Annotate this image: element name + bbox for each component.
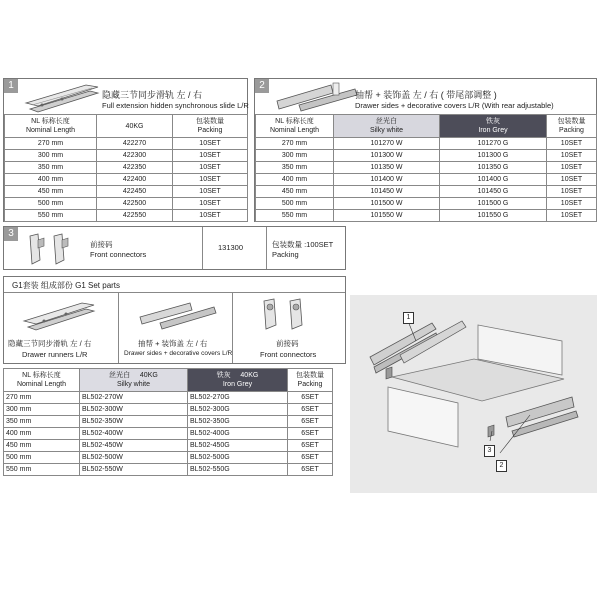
front-connector-icon <box>258 295 314 333</box>
table-row <box>4 404 333 416</box>
g1-title: G1套装 组成部份 G1 Set parts <box>12 281 121 290</box>
cell-white: 101270 W <box>334 138 440 150</box>
table-row <box>4 416 333 428</box>
cell-length: 400 mm <box>256 174 334 186</box>
table-row <box>4 452 333 464</box>
cell-packing: 6SET <box>288 392 333 404</box>
cell-grey: BL502-350G <box>188 416 288 428</box>
cell-code: 422270 <box>97 138 173 150</box>
table-row <box>4 392 333 404</box>
col-header-silky-white: 丝光白 40KG Silky white <box>80 369 188 392</box>
cell-white: BL502-400W <box>80 428 188 440</box>
cell-white: BL502-550W <box>80 464 188 476</box>
cell-white: BL502-500W <box>80 452 188 464</box>
cell-packing: 10SET <box>173 150 248 162</box>
section-1-title-en: Full extension hidden synchronous slide L/R <box>102 101 249 110</box>
cell-grey: 101400 G <box>440 174 547 186</box>
cell-grey: 101550 G <box>440 210 547 222</box>
cell-grey: BL502-400G <box>188 428 288 440</box>
cell-packing: 6SET <box>288 404 333 416</box>
cell-code: 422300 <box>97 150 173 162</box>
table-row <box>5 186 248 198</box>
col-header-length: NL 标称长度 Nominal Length <box>5 115 97 138</box>
cell-packing: 6SET <box>288 452 333 464</box>
cell-white: 101550 W <box>334 210 440 222</box>
cell-white: BL502-350W <box>80 416 188 428</box>
section-3-front-connectors <box>3 226 346 270</box>
cell-length: 350 mm <box>5 162 97 174</box>
col-header-packing: 包装数量 Packing <box>288 369 333 392</box>
cell-length: 500 mm <box>4 452 80 464</box>
cell-length: 450 mm <box>5 186 97 198</box>
cell-packing: 10SET <box>547 186 597 198</box>
cell-length: 400 mm <box>4 428 80 440</box>
callout-1: 1 <box>403 312 414 324</box>
cell-white: BL502-450W <box>80 440 188 452</box>
table-row <box>5 210 248 222</box>
table-row <box>256 198 597 210</box>
table-row <box>5 138 248 150</box>
col-header-packing: 包装数量 Packing <box>547 115 597 138</box>
drawer-side-icon <box>273 81 363 113</box>
cell-white: 101300 W <box>334 150 440 162</box>
section-2-title-en: Drawer sides + decorative covers L/R (With rear adjustable) <box>355 101 554 110</box>
cell-packing: 10SET <box>173 162 248 174</box>
cell-packing: 6SET <box>288 440 333 452</box>
cell-packing: 10SET <box>173 138 248 150</box>
cell-length: 450 mm <box>256 186 334 198</box>
cell-grey: BL502-300G <box>188 404 288 416</box>
table-row <box>256 210 597 222</box>
section-3-packing-cn: 包装数量 :100SET <box>272 240 334 249</box>
table-row <box>256 138 597 150</box>
cell-white: 101450 W <box>334 186 440 198</box>
cell-code: 422400 <box>97 174 173 186</box>
cell-grey: 101300 G <box>440 150 547 162</box>
cell-packing: 10SET <box>547 198 597 210</box>
table-row <box>256 150 597 162</box>
cell-grey: BL502-270G <box>188 392 288 404</box>
cell-packing: 6SET <box>288 416 333 428</box>
cell-packing: 10SET <box>547 174 597 186</box>
section-number: 3 <box>4 227 18 241</box>
table-row <box>256 162 597 174</box>
cell-length: 270 mm <box>5 138 97 150</box>
section-3-divider-1 <box>202 227 203 269</box>
cell-packing: 10SET <box>173 198 248 210</box>
section-number: 2 <box>255 79 269 93</box>
cell-length: 500 mm <box>256 198 334 210</box>
cell-packing: 10SET <box>173 174 248 186</box>
cell-packing: 10SET <box>173 186 248 198</box>
table-row <box>5 150 248 162</box>
col-header-silky-white: 丝光白 Silky white <box>334 115 440 138</box>
cell-grey: 101350 G <box>440 162 547 174</box>
cell-grey: BL502-550G <box>188 464 288 476</box>
table-row <box>4 464 333 476</box>
drawer-side-cover-icon <box>136 297 220 331</box>
section-3-name-en: Front connectors <box>90 250 147 259</box>
cell-length: 350 mm <box>4 416 80 428</box>
section-1-slides <box>3 78 248 222</box>
section-2-title-cn: 抽帮 + 装饰盖 左 / 右 ( 带尾部调整 ) <box>355 90 497 100</box>
table-row <box>256 174 597 186</box>
cell-length: 500 mm <box>5 198 97 210</box>
g1-divider-1 <box>118 292 119 363</box>
cell-packing: 10SET <box>547 138 597 150</box>
cell-length: 300 mm <box>5 150 97 162</box>
section-number: 1 <box>4 79 18 93</box>
cell-grey: 101270 G <box>440 138 547 150</box>
drawer-runner-icon <box>20 297 100 331</box>
cell-packing: 6SET <box>288 428 333 440</box>
cell-white: BL502-270W <box>80 392 188 404</box>
table-row <box>256 186 597 198</box>
g1-title-rule <box>4 292 345 293</box>
cell-white: BL502-300W <box>80 404 188 416</box>
section-1-title-cn: 隐藏三节同步滑轨 左 / 右 <box>102 90 203 100</box>
cell-grey: 101500 G <box>440 198 547 210</box>
col-header-length: NL 标称长度 Nominal Length <box>4 369 80 392</box>
col-header-length: NL 标称长度 Nominal Length <box>256 115 334 138</box>
cell-code: 422450 <box>97 186 173 198</box>
cell-grey: 101450 G <box>440 186 547 198</box>
callout-3: 3 <box>484 445 495 457</box>
table-row <box>5 174 248 186</box>
table-row <box>5 162 248 174</box>
cell-code: 422350 <box>97 162 173 174</box>
g1-part-3-cn: 前接码 <box>276 339 299 348</box>
cell-length: 400 mm <box>5 174 97 186</box>
section-3-packing-en: Packing <box>272 250 299 259</box>
g1-part-1-cn: 隐藏三节同步滑轨 左 / 右 <box>8 339 92 348</box>
slide-rail-icon <box>22 81 102 113</box>
section-3-divider-2 <box>266 227 267 269</box>
cell-white: 101350 W <box>334 162 440 174</box>
col-header-iron-grey: 铁灰 Iron Grey <box>440 115 547 138</box>
section-3-name-cn: 前接码 <box>90 240 113 249</box>
cell-length: 550 mm <box>4 464 80 476</box>
section-2-drawer-sides <box>254 78 597 222</box>
table-row <box>4 440 333 452</box>
col-header-iron-grey: 铁灰 40KG Iron Grey <box>188 369 288 392</box>
g1-part-2-en: Drawer sides + decorative covers L/R <box>124 350 233 357</box>
cell-length: 350 mm <box>256 162 334 174</box>
cell-packing: 10SET <box>547 210 597 222</box>
col-header-load: 40KG <box>97 115 173 138</box>
table-row <box>4 428 333 440</box>
cell-white: 101400 W <box>334 174 440 186</box>
cell-packing: 10SET <box>547 162 597 174</box>
section-3-code: 131300 <box>218 243 244 252</box>
cell-code: 422500 <box>97 198 173 210</box>
cell-grey: BL502-500G <box>188 452 288 464</box>
section-2-table <box>255 114 597 222</box>
cell-length: 270 mm <box>4 392 80 404</box>
callout-2: 2 <box>496 460 507 472</box>
cell-length: 450 mm <box>4 440 80 452</box>
cell-length: 550 mm <box>5 210 97 222</box>
cell-packing: 10SET <box>547 150 597 162</box>
cell-length: 300 mm <box>256 150 334 162</box>
cell-code: 422550 <box>97 210 173 222</box>
front-connector-icon <box>24 230 74 268</box>
cell-grey: BL502-450G <box>188 440 288 452</box>
cell-white: 101500 W <box>334 198 440 210</box>
g1-table <box>3 368 333 476</box>
g1-part-2-cn: 抽帮 + 装饰盖 左 / 右 <box>138 339 208 348</box>
cell-length: 270 mm <box>256 138 334 150</box>
cell-length: 550 mm <box>256 210 334 222</box>
col-header-packing: 包装数量 Packing <box>173 115 248 138</box>
g1-set-parts <box>3 276 346 364</box>
table-row <box>5 198 248 210</box>
cell-packing: 10SET <box>173 210 248 222</box>
section-1-table <box>4 114 248 222</box>
g1-part-3-en: Front connectors <box>260 350 317 359</box>
cell-packing: 6SET <box>288 464 333 476</box>
cell-length: 300 mm <box>4 404 80 416</box>
g1-part-1-en: Drawer runners L/R <box>22 350 88 359</box>
assembly-drawing <box>350 295 597 493</box>
